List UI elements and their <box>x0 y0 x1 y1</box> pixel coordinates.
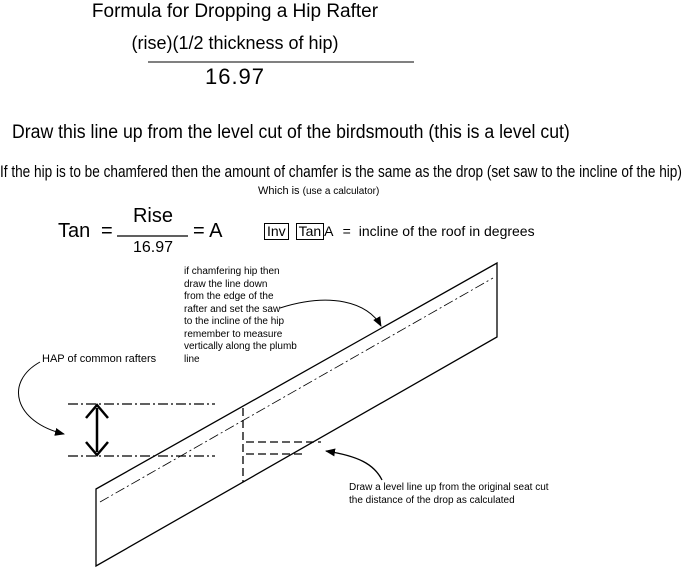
incline-equals: = <box>342 223 351 239</box>
chamfer-note-line: to the incline of the hip <box>184 316 285 327</box>
chamfer-note-line: if chamfering hip then <box>184 266 280 277</box>
incline-label: incline of the roof in degrees <box>358 223 535 239</box>
tan-denominator: 16.97 <box>132 239 174 256</box>
chamfer-note-line: vertically along the plumb <box>184 341 297 352</box>
chamfer-note-line: from the edge of the <box>184 291 274 302</box>
tan-rise: Rise <box>132 205 173 227</box>
chamfer-note-line: rafter and set the saw <box>184 303 281 315</box>
chamfer-pointer-arrow <box>280 300 381 326</box>
tan-key: Tan <box>296 223 325 240</box>
level-pointer-arrow <box>326 451 382 480</box>
tan-equals: = <box>101 220 113 242</box>
level-note-line: Draw a level line up from the original seat cut <box>349 482 549 493</box>
level-note-line: the distance of the drop as calculated <box>349 494 515 506</box>
formula-title: Formula for Dropping a Hip Rafter <box>91 1 379 22</box>
formula-numerator: (rise)(1/2 thickness of hip) <box>131 33 339 53</box>
draw-line-instruction: Draw this line up from the level cut of the birdsmouth (this is a level cut) <box>12 122 570 143</box>
formula-denominator: 16.97 <box>204 64 266 89</box>
hap-label: HAP of common rafters <box>42 353 157 365</box>
rafter-outline <box>96 263 497 566</box>
tan-label: Tan <box>58 220 91 242</box>
chamfer-note-line: line <box>184 353 200 365</box>
chamfer-note-line: remember to measure <box>184 328 283 340</box>
use-calculator-label: (use a calculator) <box>302 186 380 197</box>
hap-pointer-arrow <box>18 362 64 434</box>
tan-equals-a: = A <box>193 220 223 242</box>
which-is-label: Which is <box>258 185 300 197</box>
inv-key: Inv <box>264 223 289 240</box>
chamfer-line <box>100 278 493 502</box>
chamfer-note-line: draw the line down <box>184 278 268 290</box>
chamfer-instruction: If the hip is to be chamfered then the amount of chamfer is the same as the drop (set saw to the incline of the hip) <box>0 162 682 181</box>
key-a: A <box>324 223 333 239</box>
